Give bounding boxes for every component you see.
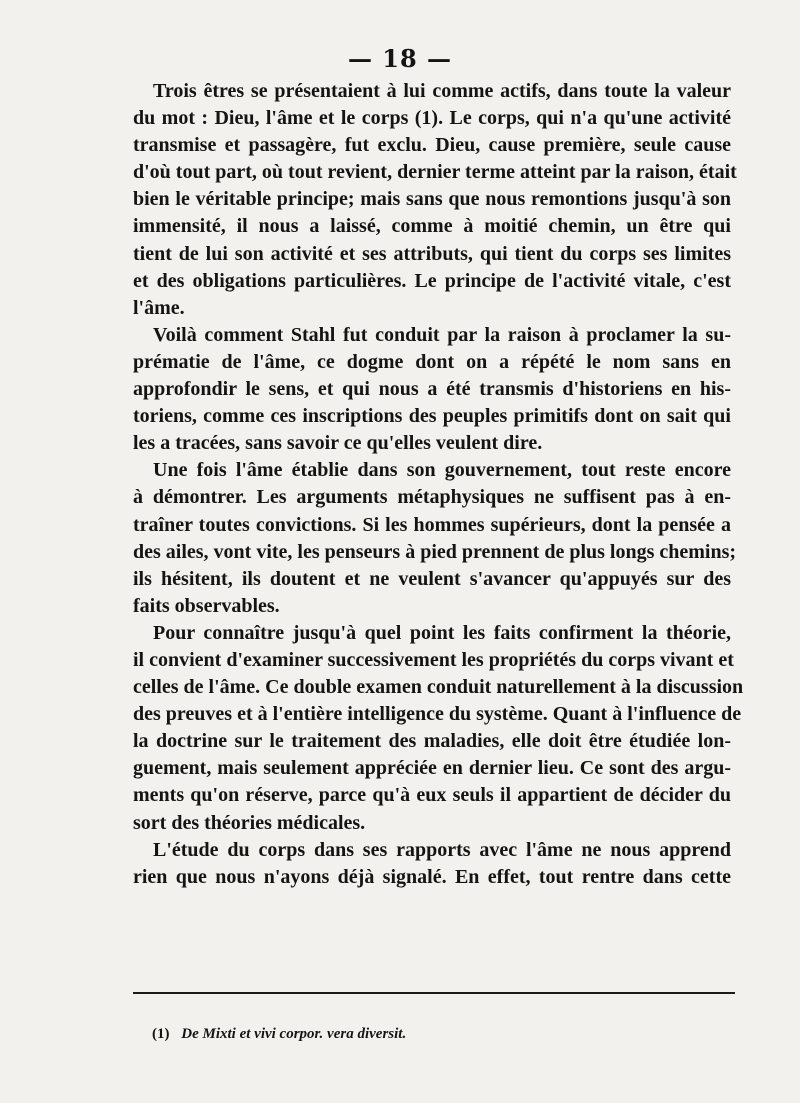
text-line: celles de l'âme. Ce double examen conduit naturellement à la discussion: [133, 676, 744, 699]
text-line: ments qu'on réserve, parce qu'à eux seuls il appartient de décider du: [133, 784, 731, 807]
text-line: Pour connaître jusqu'à quel point les faits confirment la théorie,: [153, 621, 731, 644]
text-line: Une fois l'âme établie dans son gouvernement, tout reste encore: [153, 459, 731, 482]
text-line: il convient d'examiner successivement les propriétés du corps vivant et: [133, 648, 734, 671]
footnote: [152, 1026, 652, 1043]
text-line: sort des théories médicales.: [133, 811, 366, 834]
text-line: tient de lui son activité et ses attributs, qui tient du corps ses limites: [133, 242, 731, 265]
text-line: rien que nous n'ayons déjà signalé. En effet, tout rentre dans cette: [133, 865, 731, 888]
text-line: L'étude du corps dans ses rapports avec l'âme ne nous apprend: [153, 838, 731, 861]
text-line: prématie de l'âme, ce dogme dont on a répété le nom sans en: [133, 350, 731, 373]
text-line: d'où tout part, où tout revient, dernier terme atteint par la raison, était: [133, 161, 737, 184]
text-line: à démontrer. Les arguments métaphysiques ne suffisent pas à en-: [133, 486, 731, 509]
text-line: des ailes, vont vite, les penseurs à pied prennent de plus longs chemins;: [133, 540, 737, 563]
text-line: Trois êtres se présentaient à lui comme actifs, dans toute la valeur: [153, 80, 731, 102]
text-line: l'âme.: [133, 296, 185, 319]
footnote-mark: (1): [152, 1026, 170, 1042]
footnote-rule: [133, 992, 735, 994]
text-line: des preuves et à l'entière intelligence du système. Quant à l'influence de: [133, 703, 742, 726]
text-line: ils hésitent, ils doutent et ne veulent s'avancer qu'appuyés sur des: [133, 567, 731, 590]
footnote-text: De Mixti et vivi corpor. vera diversit.: [181, 1026, 407, 1042]
page-number: — 18 —: [347, 44, 453, 73]
text-line: toriens, comme ces inscriptions des peuples primitifs dont on sait qui: [133, 405, 731, 428]
text-line: guement, mais seulement appréciée en dernier lieu. Ce sont des argu-: [133, 757, 731, 780]
text-line: faits observables.: [133, 594, 280, 617]
text-line: du mot : Dieu, l'âme et le corps (1). Le corps, qui n'a qu'une activité: [133, 107, 731, 130]
text-line: la doctrine sur le traitement des maladies, elle doit être étudiée lon-: [133, 730, 731, 753]
text-line: transmise et passagère, fut exclu. Dieu, cause première, seule cause: [133, 134, 731, 157]
text-line: les a tracées, sans savoir ce qu'elles veulent dire.: [133, 432, 543, 455]
text-line: et des obligations particulières. Le principe de l'activité vitale, c'est: [133, 269, 731, 292]
text-line: immensité, il nous a laissé, comme à moitié chemin, un être qui: [133, 215, 731, 238]
text-line: approfondir le sens, et qui nous a été transmis d'historiens en his-: [133, 378, 731, 401]
body-text: [133, 78, 744, 891]
text-line: bien le véritable principe; mais sans que nous remontions jusqu'à son: [133, 188, 731, 211]
text-line: traîner toutes convictions. Si les hommes supérieurs, dont la pensée a: [133, 513, 731, 536]
text-line: Voilà comment Stahl fut conduit par la raison à proclamer la su-: [153, 323, 731, 346]
